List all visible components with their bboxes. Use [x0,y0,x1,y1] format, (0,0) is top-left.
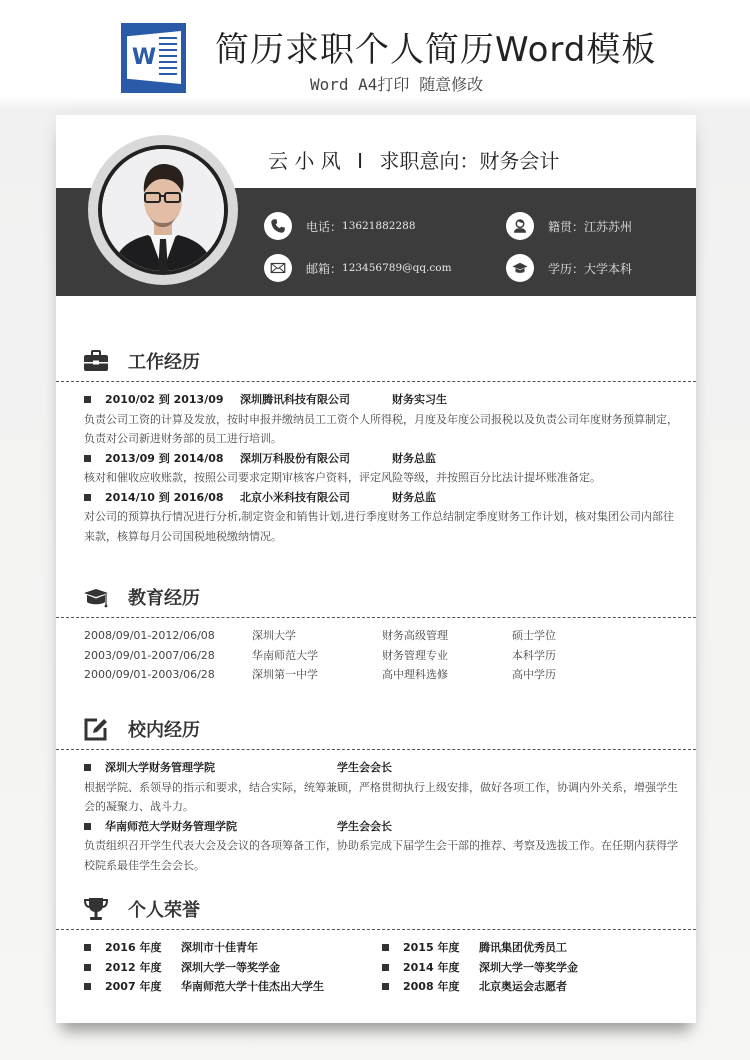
section-divider [56,617,696,618]
campus-item-header: 华南师范大学财务管理学院 学生会会长 [84,817,680,837]
section-header [56,890,696,930]
honor-item: 2008 年度 北京奥运会志愿者 [382,977,680,997]
section-education [56,578,696,685]
resume-page [56,115,696,1023]
section-header [56,710,696,750]
briefcase-icon [83,348,109,374]
edit-icon [83,716,109,742]
work-item-header: 2010/02 到 2013/09 深圳腾讯科技有限公司 财务实习生 [84,390,680,410]
section-title: 个人荣誉 [128,900,200,921]
work-item-description: 负责公司工资的计算及发放，按时申报并缴纳员工工资个人所得税，月度及年度公司报税以及负责公司年度财务预算制定，负责对公司新进财务部的员工进行培训。 [84,412,678,445]
word-logo-icon: W [121,23,186,93]
bullet-icon [84,455,91,462]
bullet-icon [84,764,91,771]
bullet-icon [84,944,91,951]
section-honors [56,890,696,997]
user-icon [506,212,534,240]
honor-item: 2012 年度 深圳大学一等奖学金 [84,958,382,978]
honors-column-left [84,938,382,997]
person-portrait-icon [102,149,224,271]
work-item-description: 对公司的预算执行情况进行分析,制定资金和销售计划,进行季度财务工作总结制定季度财务工作计划，核对集团公司内部往来款，核算每月公司国税地税缴纳情况。 [84,510,674,543]
contact-hometown: 籍贯： 江苏苏州 [506,212,632,240]
bullet-icon [84,964,91,971]
contact-email: 邮箱： 123456789@qq.com [264,254,452,282]
bullet-icon [382,983,389,990]
banner-title: 简历求职个人简历Word模板 [215,30,657,70]
work-item-header: 2014/10 到 2016/08 北京小米科技有限公司 财务总监 [84,488,680,508]
section-header [56,578,696,618]
honor-item: 2007 年度 华南师范大学十佳杰出大学生 [84,977,382,997]
bullet-icon [382,964,389,971]
bullet-icon [84,494,91,501]
section-header [56,342,696,382]
contact-phone: 电话： 13621882288 [264,212,416,240]
trophy-icon [83,896,109,922]
banner [0,0,750,100]
name-separator: I [357,149,363,173]
education-row: 2000/09/01-2003/06/28 深圳第一中学 高中理科选修 高中学历 [84,668,556,681]
email-value: 123456789@qq.com [342,262,452,274]
section-divider [56,929,696,930]
campus-item-description: 根据学院、系领导的指示和要求，结合实际，统筹兼顾，严格贯彻执行上级安排，做好各项工作，协调内外关系，增强学生会的凝聚力、战斗力。 [84,780,678,813]
honor-item: 2016 年度 深圳市十佳青年 [84,938,382,958]
candidate-name: 云 小 风 [268,149,341,173]
bullet-icon [84,823,91,830]
education-value: 大学本科 [584,261,633,276]
section-campus-experience [56,710,696,875]
campus-item-description: 负责组织召开学生代表大会及会议的各项筹备工作，协助系完成下届学生会干部的推荐、考察及选拔工作。在任期内获得学校院系最佳学生会会长。 [84,839,678,872]
section-divider [56,749,696,750]
bullet-icon [84,396,91,403]
section-divider [56,381,696,382]
honors-column-right [382,938,680,997]
profile-photo [98,145,228,275]
mail-icon [264,254,292,282]
graduation-cap-icon [83,584,109,610]
section-title: 教育经历 [128,588,200,609]
section-title: 工作经历 [128,352,200,373]
campus-item-header: 深圳大学财务管理学院 学生会会长 [84,758,680,778]
banner-subtitle: Word A4打印 随意修改 [310,75,484,94]
section-title: 校内经历 [128,720,200,741]
phone-value: 13621882288 [342,220,416,232]
avatar [88,135,238,285]
work-item-header: 2013/09 到 2014/08 深圳万科股份有限公司 财务总监 [84,449,680,469]
honor-item: 2014 年度 深圳大学一等奖学金 [382,958,680,978]
hometown-value: 江苏苏州 [584,219,633,234]
contact-education: 学历： 大学本科 [506,254,632,282]
education-row: 2008/09/01-2012/06/08 深圳大学 财务高级管理 硕士学位 [84,629,556,642]
name-and-objective [268,145,559,174]
graduation-cap-icon [506,254,534,282]
phone-icon [264,212,292,240]
education-row: 2003/09/01-2007/06/28 华南师范大学 财务管理专业 本科学历 [84,648,556,662]
section-work-experience [56,342,696,546]
honor-item: 2015 年度 腾讯集团优秀员工 [382,938,680,958]
work-item-description: 核对和催收应收账款，按照公司要求定期审核客户资料，评定风险等级，并按照百分比法计提坏账准备定。 [84,471,601,484]
bullet-icon [382,944,389,951]
bullet-icon [84,983,91,990]
objective-value: 财务会计 [479,149,560,173]
objective-label: 求职意向： [379,149,480,173]
